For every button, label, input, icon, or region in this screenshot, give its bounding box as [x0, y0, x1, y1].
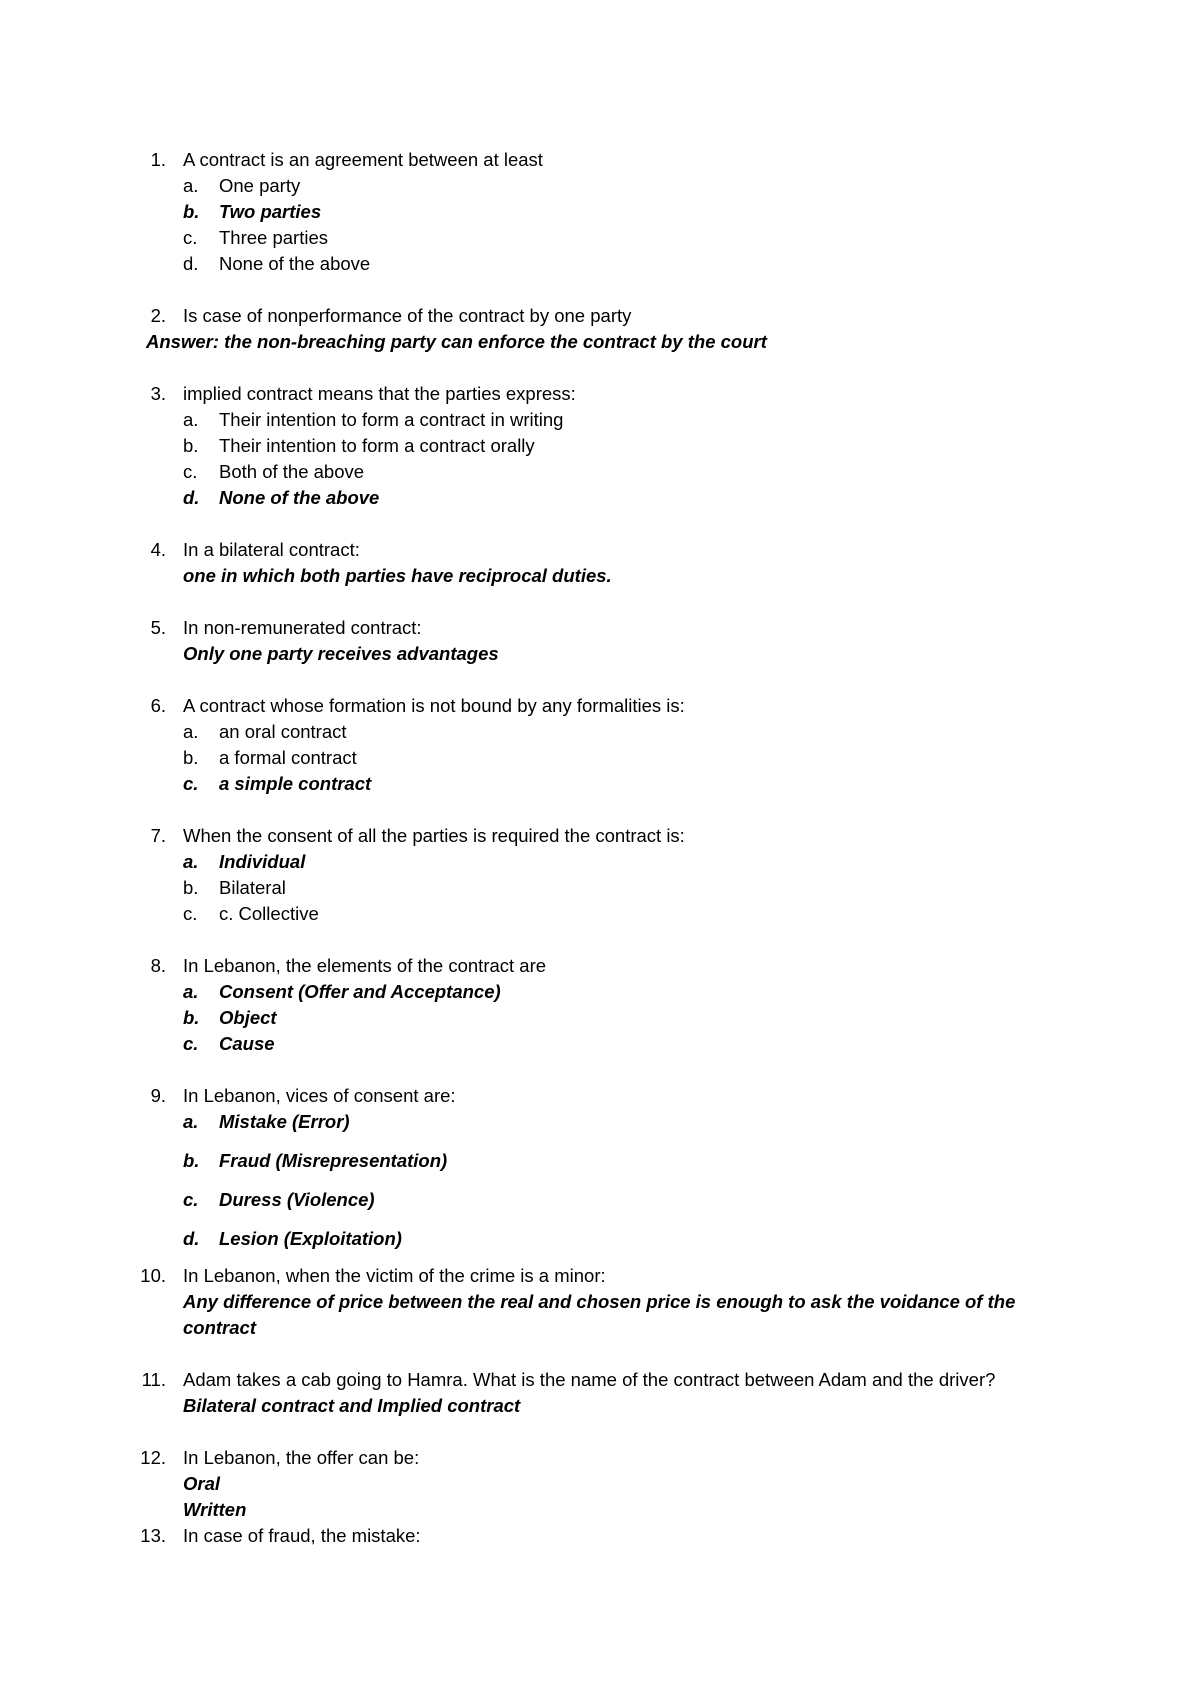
option-text: Fraud (Misrepresentation) — [219, 1150, 448, 1171]
question-number: 9. — [150, 1085, 166, 1106]
option-letter: b. — [183, 747, 199, 768]
question-text: In Lebanon, the offer can be: — [183, 1447, 420, 1468]
option-text: Their intention to form a contract orally — [219, 435, 535, 456]
option-letter: c. — [183, 227, 198, 248]
question-number: 10. — [140, 1265, 166, 1286]
question-text: implied contract means that the parties express: — [183, 383, 576, 404]
option-letter: b. — [183, 1007, 200, 1028]
option-letter: a. — [183, 851, 199, 872]
option-text: Consent (Offer and Acceptance) — [219, 981, 501, 1002]
option-letter: c. — [183, 1033, 199, 1054]
question-text: Adam takes a cab going to Hamra. What is the name of the contract between Adam and the driver? — [183, 1369, 996, 1390]
answer-text: Written — [183, 1499, 247, 1520]
option-letter: a. — [183, 721, 199, 742]
question-number: 11. — [141, 1369, 166, 1390]
option-text: One party — [219, 175, 301, 196]
option-letter: b. — [183, 201, 200, 222]
option-letter: b. — [183, 1150, 200, 1171]
answer-text: contract — [183, 1317, 256, 1338]
question-text: When the consent of all the parties is required the contract is: — [183, 825, 685, 846]
option-letter: c. — [183, 773, 199, 794]
question-number: 3. — [150, 383, 166, 404]
option-letter: d. — [183, 1228, 200, 1249]
option-text: Their intention to form a contract in writing — [219, 409, 564, 430]
option-letter: c. — [183, 903, 198, 924]
question-text: A contract whose formation is not bound by any formalities is: — [183, 695, 685, 716]
option-text: Three parties — [219, 227, 328, 248]
question-text: In a bilateral contract: — [183, 539, 360, 560]
question-number: 2. — [150, 305, 166, 326]
question-number: 1. — [150, 149, 166, 170]
option-text: Both of the above — [219, 461, 365, 482]
option-text: Object — [219, 1007, 277, 1028]
question-text: In Lebanon, the elements of the contract are — [183, 955, 547, 976]
question-number: 8. — [150, 955, 166, 976]
question-number: 7. — [150, 825, 166, 846]
question-text: A contract is an agreement between at least — [183, 149, 543, 170]
option-text: None of the above — [219, 487, 380, 508]
option-letter: a. — [183, 409, 199, 430]
answer-text: Any difference of price between the real and chosen price is enough to ask the voidance of the — [183, 1291, 1016, 1312]
answer-text: Only one party receives advantages — [183, 643, 499, 664]
option-text: an oral contract — [219, 721, 347, 742]
answer-text: Answer: the non-breaching party can enforce the contract by the court — [146, 331, 767, 352]
option-text: a simple contract — [219, 773, 372, 794]
option-letter: d. — [183, 487, 200, 508]
question-number: 6. — [150, 695, 166, 716]
option-text: Duress (Violence) — [219, 1189, 375, 1210]
option-letter: a. — [183, 1111, 199, 1132]
question-text: In case of fraud, the mistake: — [183, 1525, 421, 1546]
option-text: Lesion (Exploitation) — [219, 1228, 402, 1249]
answer-text: Bilateral contract and Implied contract — [183, 1395, 521, 1416]
option-text: Bilateral — [219, 877, 286, 898]
option-text: Mistake (Error) — [219, 1111, 350, 1132]
option-letter: b. — [183, 435, 199, 456]
option-text: None of the above — [219, 253, 371, 274]
option-letter: c. — [183, 461, 198, 482]
option-letter: a. — [183, 175, 199, 196]
option-text: Cause — [219, 1033, 275, 1054]
question-text: In Lebanon, vices of consent are: — [183, 1085, 456, 1106]
question-number: 13. — [140, 1525, 166, 1546]
question-number: 4. — [150, 539, 166, 560]
question-text: In non-remunerated contract: — [183, 617, 422, 638]
answer-text: one in which both parties have reciprocal duties. — [183, 565, 612, 586]
question-text: Is case of nonperformance of the contract by one party — [183, 305, 632, 326]
option-text: Individual — [219, 851, 306, 872]
answer-text: Oral — [183, 1473, 221, 1494]
option-text: c. Collective — [219, 903, 319, 924]
question-number: 5. — [150, 617, 166, 638]
option-letter: d. — [183, 253, 199, 274]
option-letter: c. — [183, 1189, 199, 1210]
option-text: a formal contract — [219, 747, 357, 768]
question-text: In Lebanon, when the victim of the crime is a minor: — [183, 1265, 606, 1286]
option-letter: b. — [183, 877, 199, 898]
option-text: Two parties — [219, 201, 322, 222]
option-letter: a. — [183, 981, 199, 1002]
question-number: 12. — [140, 1447, 166, 1468]
